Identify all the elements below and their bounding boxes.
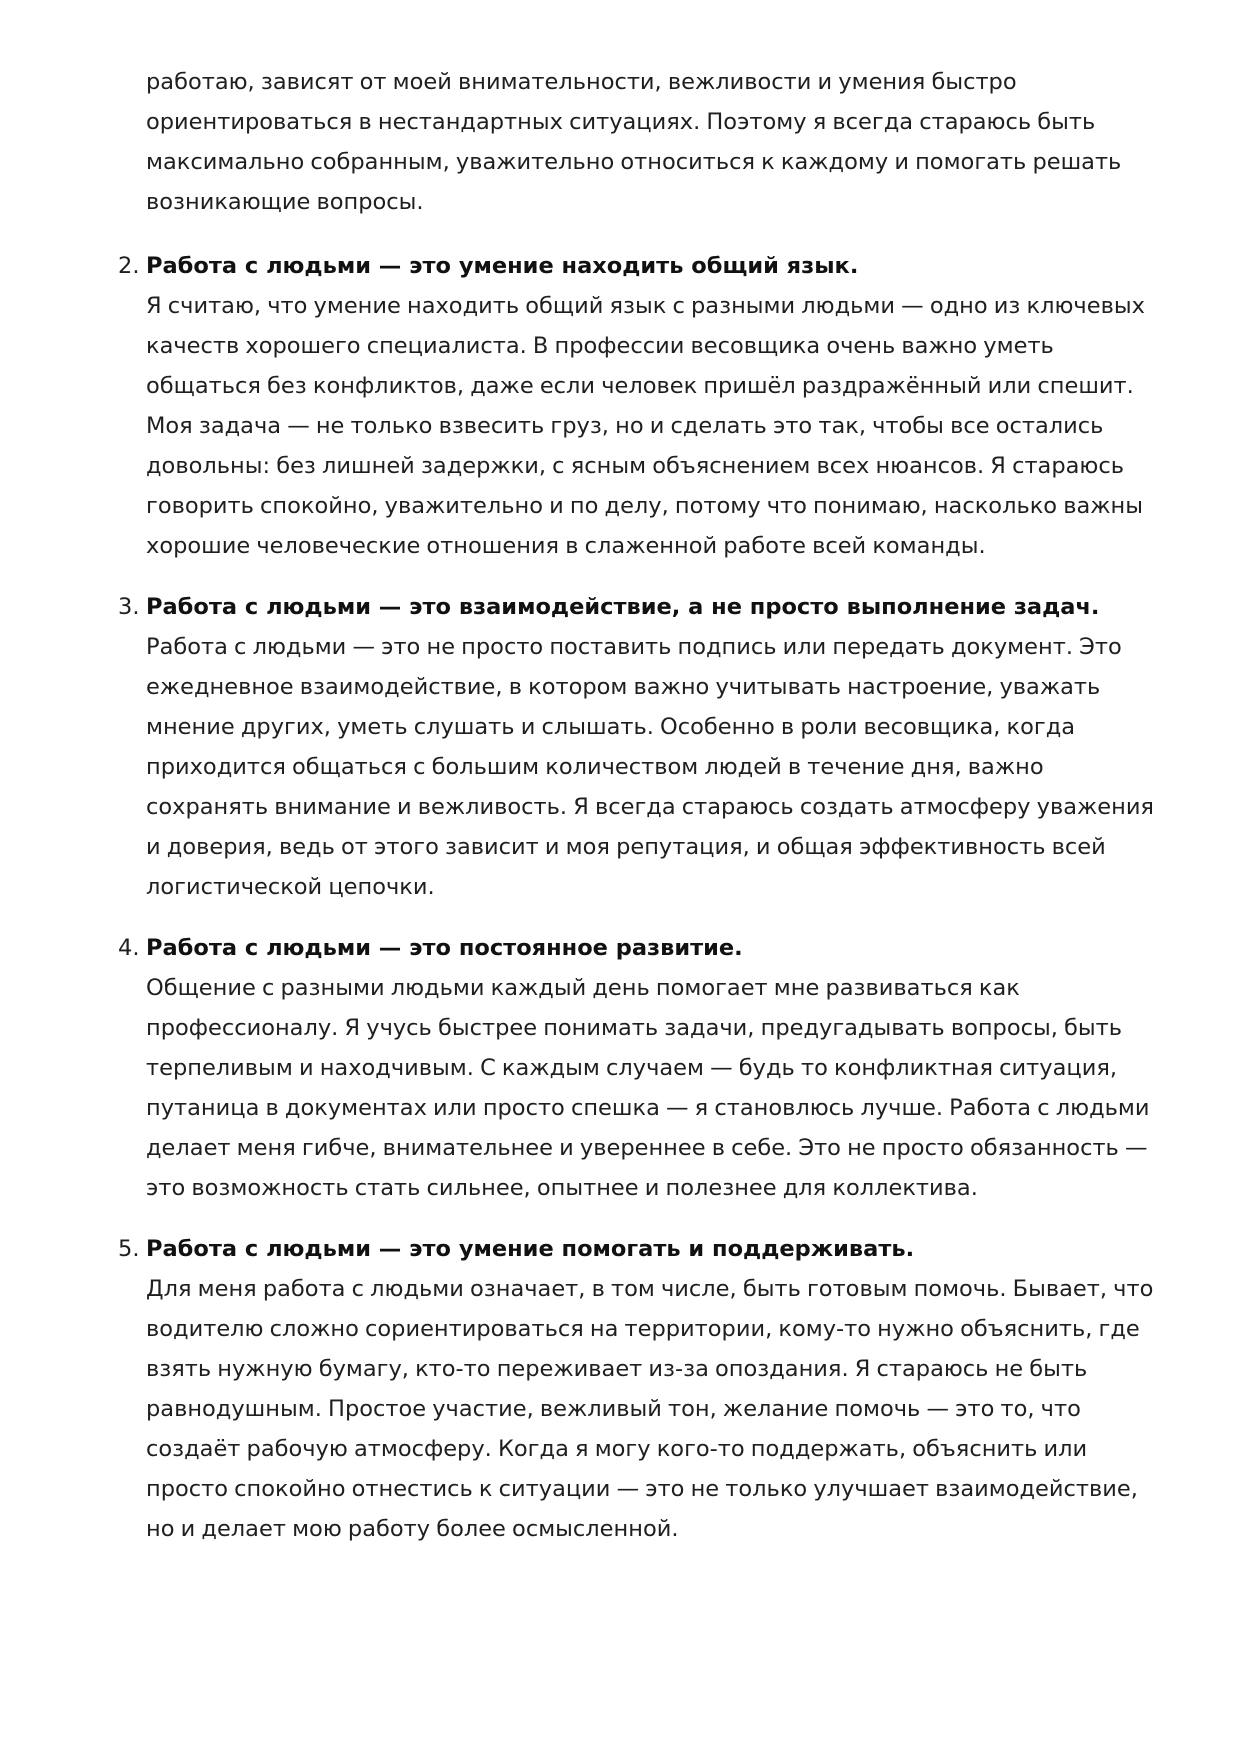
item-body: Общение с разными людьми каждый день помогает мне развиваться как профессионалу. Я учусь быстрее понимать задачи, предугадывать вопросы, быть терпеливым и находчивым. С каждым случаем — будь то конфликтная ситуация, путаница в документах или просто спешка — я становлюсь лучше. Работа с людьми делает меня гибче, внимательнее и увереннее в себе. Это не просто обязанность — это возможность стать сильнее, опытнее и полезнее для коллектива. [146, 975, 1150, 1201]
item-heading: Работа с людьми — это умение находить общий язык. [146, 253, 859, 279]
item-body: Я считаю, что умение находить общий язык с разными людьми — одно из ключевых качеств хорошего специалиста. В профессии весовщика очень важно уметь общаться без конфликтов, даже если человек пришёл раздражённый или спешит. Моя задача — не только взвесить груз, но и сделать это так, чтобы все остались довольны: без лишней задержки, с ясным объяснением всех нюансов. Я стараюсь говорить спокойно, уважительно и по делу, потому что понимаю, насколько важны хорошие человеческие отношения в слаженной работе всей команды. [146, 293, 1145, 559]
item-number: 3. [118, 594, 140, 620]
item-body: Работа с людьми — это не просто поставить подпись или передать документ. Это ежедневное взаимодействие, в котором важно учитывать настроение, уважать мнение других, уметь слушать и слышать. Особенно в роли весовщика, когда приходится общаться с большим количеством людей в течение дня, важно сохранять внимание и вежливость. Я всегда стараюсь создать атмосферу уважения и доверия, ведь от этого зависит и моя репутация, и общая эффективность всей логистической цепочки. [146, 634, 1154, 900]
numbered-list [0, 246, 1166, 1570]
list-item [0, 246, 1166, 566]
item-number: 2. [118, 253, 140, 279]
list-item [0, 1229, 1166, 1549]
item-number: 4. [118, 935, 140, 961]
item-heading: Работа с людьми — это взаимодействие, а не просто выполнение задач. [146, 594, 1100, 620]
item-body: Для меня работа с людьми означает, в том числе, быть готовым помочь. Бывает, что водителю сложно сориентироваться на территории, кому-то нужно объяснить, где взять нужную бумагу, кто-то переживает из-за опоздания. Я стараюсь не быть равнодушным. Простое участие, вежливый тон, желание помочь — это то, что создаёт рабочую атмосферу. Когда я могу кого-то поддержать, объяснить или просто спокойно отнестись к ситуации — это не только улучшает взаимодействие, но и делает мою работу более осмысленной. [146, 1276, 1154, 1542]
list-item [0, 928, 1166, 1208]
item-heading: Работа с людьми — это постоянное развитие. [146, 935, 743, 961]
item-heading: Работа с людьми — это умение помогать и поддерживать. [146, 1236, 915, 1262]
list-item [0, 587, 1166, 907]
item-number: 5. [118, 1236, 140, 1262]
continuation-paragraph: работаю, зависят от моей внимательности, вежливости и умения быстро ориентироваться в нестандартных ситуациях. Поэтому я всегда стараюсь быть максимально собранным, уважительно относиться к каждому и помогать решать возникающие вопросы. [146, 69, 1122, 215]
